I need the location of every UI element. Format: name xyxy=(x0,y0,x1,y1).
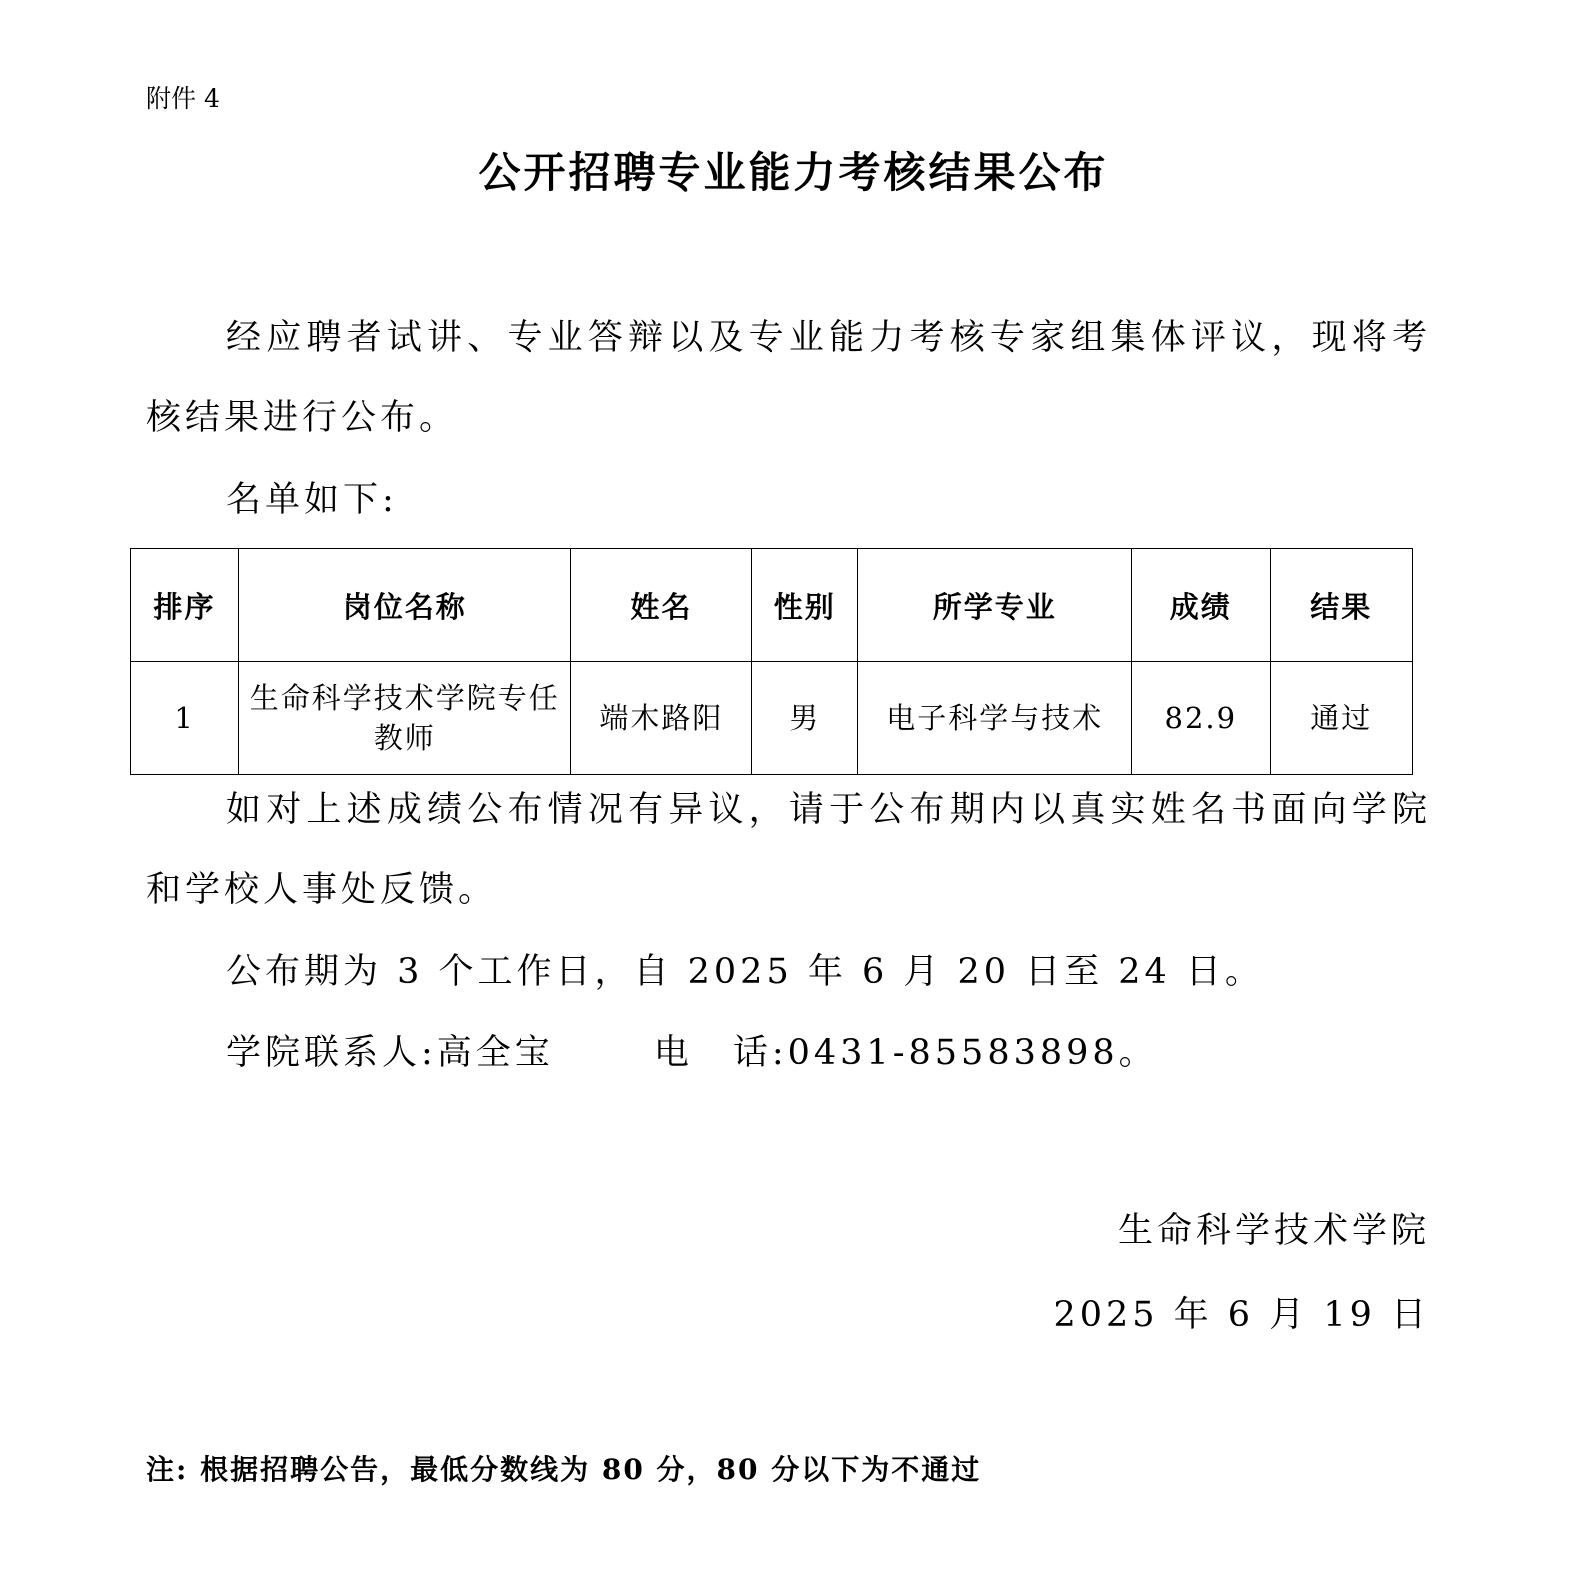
signature-org: 生命科学技术学院 xyxy=(1117,1211,1430,1251)
page-title: 公开招聘专业能力考核结果公布 xyxy=(478,148,1109,197)
cell-major: 电子科学与技术 xyxy=(858,662,1132,775)
header-result: 结果 xyxy=(1270,549,1413,662)
period-paragraph: 公布期为 3 个工作日，自 2025 年 6 月 20 日至 24 日。 xyxy=(226,952,1264,992)
phone-label-1: 电 xyxy=(653,1033,693,1073)
intro-paragraph: 经应聘者试讲、专业答辩以及专业能力考核专家组集体评议，现将考核结果进行公布。 xyxy=(146,318,1431,438)
header-major: 所学专业 xyxy=(858,549,1132,662)
cell-rank: 1 xyxy=(131,662,239,775)
cell-position: 生命科学技术学院专任教师 xyxy=(239,662,571,775)
contact-name: 高全宝 xyxy=(436,1033,554,1073)
results-table xyxy=(130,548,1413,775)
header-name: 姓名 xyxy=(571,549,752,662)
header-rank: 排序 xyxy=(131,549,239,662)
cell-name: 端木路阳 xyxy=(571,662,752,775)
phone-number: 0431-85583898。 xyxy=(787,1033,1158,1073)
objection-paragraph: 如对上述成绩公布情况有异议，请于公布期内以真实姓名书面向学院和学校人事处反馈。 xyxy=(146,790,1431,910)
cell-score: 82.9 xyxy=(1132,662,1270,775)
table-header-row xyxy=(131,549,1413,662)
contact-label: 学院联系人: xyxy=(226,1033,437,1073)
footnote: 注: 根据招聘公告，最低分数线为 80 分，80 分以下为不通过 xyxy=(146,1453,982,1486)
header-score: 成绩 xyxy=(1132,549,1270,662)
list-heading: 名单如下: xyxy=(226,480,398,520)
cell-gender: 男 xyxy=(752,662,858,775)
table-row xyxy=(131,662,1413,775)
cell-result: 通过 xyxy=(1270,662,1413,775)
phone-label-2: 话: xyxy=(732,1033,788,1073)
contact-paragraph xyxy=(146,1013,1431,1093)
header-gender: 性别 xyxy=(752,549,858,662)
signature-date: 2025 年 6 月 19 日 xyxy=(1053,1295,1430,1335)
attachment-label: 附件 4 xyxy=(146,84,220,113)
header-position: 岗位名称 xyxy=(239,549,571,662)
